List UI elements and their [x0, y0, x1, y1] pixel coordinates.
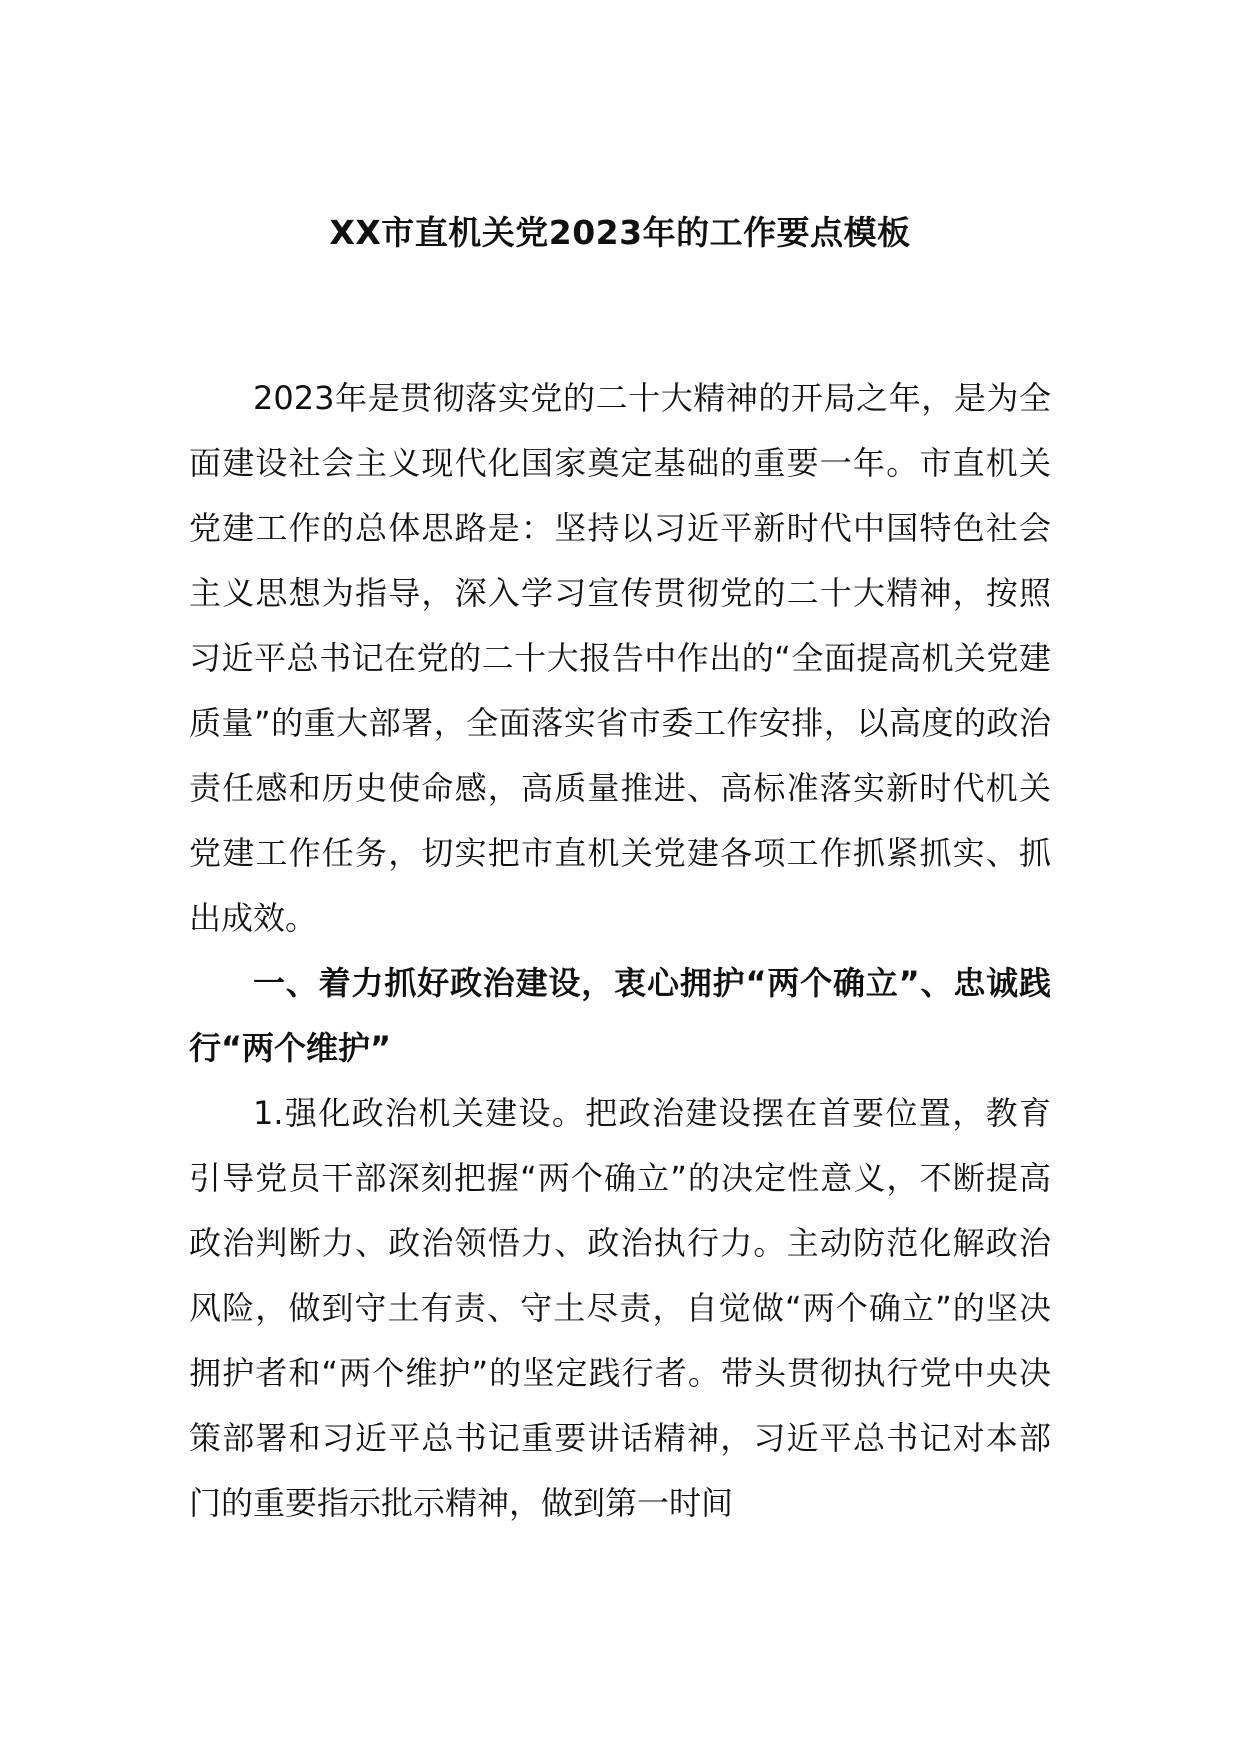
section-paragraph: 1.强化政治机关建设。把政治建设摆在首要位置，教育引导党员干部深刻把握“两个确立”的决定性意义，不断提高政治判断力、政治领悟力、政治执行力。主动防范化解政治风险，做到守土有责、守土尽责，自觉做“两个确立”的坚决拥护者和“两个维护”的坚定践行者。带头贯彻执行党中央决策部署和习近平总书记重要讲话精神，习近平总书记对本部门的重要指示批示精神，做到第一时间	[189, 1094, 1051, 1522]
document-title: XX市直机关党2023年的工作要点模板	[329, 213, 911, 252]
section-heading: 一、着力抓好政治建设，衷心拥护“两个确立”、忠诚践行“两个维护”	[189, 964, 1051, 1067]
document-body	[189, 366, 1051, 1536]
intro-paragraph: 2023年是贯彻落实党的二十大精神的开局之年，是为全面建设社会主义现代化国家奠定基础的重要一年。市直机关党建工作的总体思路是：坚持以习近平新时代中国特色社会主义思想为指导，深入学习宣传贯彻党的二十大精神，按照习近平总书记在党的二十大报告中作出的“全面提高机关党建质量”的重大部署，全面落实省市委工作安排，以高度的政治责任感和历史使命感，高质量推进、高标准落实新时代机关党建工作任务，切实把市直机关党建各项工作抓紧抓实、抓出成效。	[189, 379, 1051, 937]
